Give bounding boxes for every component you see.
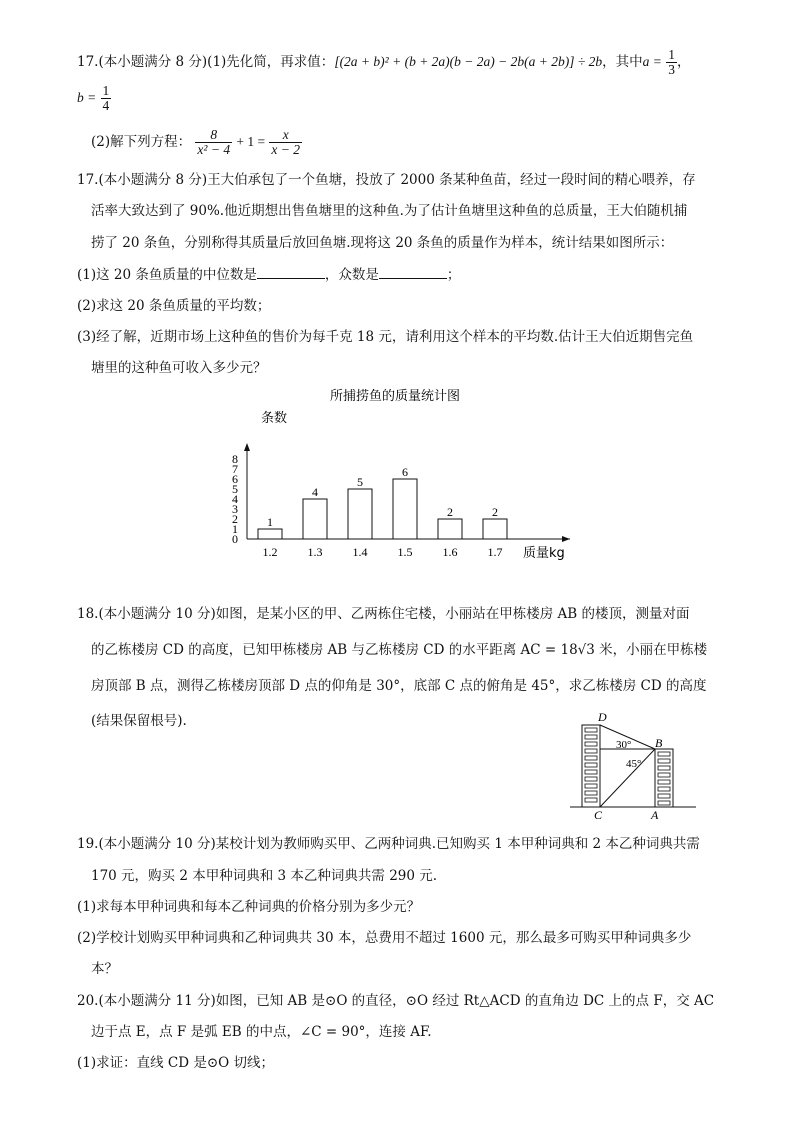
building-figure [566, 708, 700, 820]
q17b-p1b: ，众数是 [324, 267, 379, 283]
q17b-part3a: (3)经了解，近期市场上这种鱼的售价为每千克 18 元，请利用这个样本的平均数.估计王大伯近期售完鱼 [77, 329, 694, 345]
bar [303, 499, 327, 539]
q17a-a-label: a = [642, 54, 662, 69]
y-tick-label: 6 [232, 472, 238, 486]
y-tick-label: 2 [232, 512, 238, 526]
bar-value-label: 1 [267, 515, 273, 529]
q17a-a-fraction: $\frac{1}{3}$ [668, 47, 675, 77]
q17a-line2 [77, 84, 111, 113]
window [658, 801, 670, 805]
window [585, 763, 597, 767]
q20-part1: (1)求证：直线 CD 是⊙O 切线； [77, 1055, 275, 1071]
q17a-expression: [(2a + b)² + (b + 2a)(b − 2a) − 2b(a + 2b)] ÷ 2b [334, 54, 603, 69]
q19-line1: 19.(本小题满分 10 分)某校计划为教师购买甲、乙两种词典.已知购买 1 本甲种词典和 2 本乙种词典共需 [77, 836, 700, 852]
median-blank[interactable] [257, 266, 325, 279]
y-tick-label: 4 [232, 492, 238, 506]
window [585, 749, 597, 753]
point-b: B [655, 736, 663, 750]
q20-line1: 20.(本小题满分 11 分)如图，已知 AB 是⊙O 的直径，⊙O 经过 Rt△ACD 的直角边 DC 上的点 F，交 AC [77, 993, 715, 1009]
x-tick-label: 1.6 [442, 545, 458, 559]
q17a-eq-fraction2: $\frac{x}{x - 2}$ [271, 127, 301, 157]
point-d: D [598, 710, 607, 724]
q20-line2: 边于点 E，点 F 是弧 EB 的中点，∠C = 90°，连接 AF. [91, 1024, 432, 1040]
window [658, 794, 670, 798]
bar [438, 519, 462, 539]
window [585, 770, 597, 774]
q18-line1: 18.(本小题满分 10 分)如图，是某小区的甲、乙两栋住宅楼，小丽站在甲栋楼房 AB 的楼顶，测量对面 [77, 606, 690, 622]
q17a-b-fraction: $\frac{1}{4}$ [102, 83, 110, 113]
point-a: A [651, 808, 659, 820]
bar [483, 519, 507, 539]
chart-ylabel: 条数 [261, 411, 288, 426]
x-tick-label: 1.5 [397, 545, 413, 559]
bar [393, 479, 417, 539]
y-tick-label: 3 [232, 502, 238, 516]
bar-value-label: 2 [447, 505, 453, 519]
y-axis-arrow [244, 443, 250, 451]
y-tick-label: 8 [232, 452, 238, 466]
mode-blank[interactable] [379, 266, 447, 279]
bar-value-label: 4 [312, 485, 318, 499]
y-tick-label: 5 [232, 482, 238, 496]
angle-30: 30° [616, 739, 632, 751]
q17b-line2: 活率大致达到了 90%.他近期想出售鱼塘里的这种鱼.为了估计鱼塘里这种鱼的总质量，王大伯随机捕 [91, 203, 688, 219]
window [585, 791, 597, 795]
window [658, 780, 670, 784]
window [658, 773, 670, 777]
q18-line2: 的乙栋楼房 CD 的高度，已知甲栋楼房 AB 与乙栋楼房 CD 的水平距离 AC = 18√3 米，小丽在甲栋楼 [91, 642, 708, 658]
y-tick-label: 7 [232, 462, 238, 476]
bar-value-label: 6 [402, 465, 408, 479]
q17a-mid: ，其中 [602, 54, 643, 70]
building-ab-windows [658, 752, 670, 805]
q17a-line3 [91, 128, 302, 157]
q17a-prefix: 17.(本小题满分 8 分)(1)先化简，再求值： [77, 54, 335, 70]
q19-part2a: (2)学校计划购买甲种词典和乙种词典共 30 本，总费用不超过 1600 元，那么最多可购买甲种词典多少 [77, 930, 692, 946]
x-tick-label: 1.7 [487, 545, 503, 559]
q19-part1: (1)求每本甲种词典和每本乙种词典的价格分别为多少元？ [77, 899, 421, 915]
window [658, 752, 670, 756]
bar-value-label: 5 [357, 475, 363, 489]
q17a-line1 [77, 48, 690, 77]
q17b-p1a: (1)这 20 条鱼质量的中位数是 [77, 267, 257, 283]
x-axis-arrow [562, 536, 570, 542]
window [585, 728, 597, 732]
y-tick-label: 0 [232, 532, 238, 546]
q17a-part2-prefix: (2)解下列方程： [91, 134, 192, 150]
q17a-b-label: b = [77, 90, 97, 105]
window [658, 766, 670, 770]
q17a-eq-fraction1: $\frac{8}{\text{x² − 4}}$ [197, 127, 231, 157]
q17b-part2: (2)求这 20 条鱼质量的平均数； [77, 298, 271, 314]
point-c: C [594, 808, 603, 820]
x-tick-label: 1.2 [262, 545, 278, 559]
q17a-comma: ， [676, 54, 691, 70]
q18-line4: (结果保留根号). [91, 713, 187, 729]
bar-value-label: 2 [492, 505, 498, 519]
fish-weight-chart [225, 385, 585, 565]
x-tick-label: 1.3 [307, 545, 323, 559]
q19-part2b: 本？ [91, 961, 118, 977]
q17b-part1 [77, 266, 460, 284]
y-tick-label: 1 [232, 522, 238, 536]
q17b-part3b: 塘里的这种鱼可收入多少元？ [91, 360, 267, 376]
q17b-line1: 17.(本小题满分 8 分)王大伯承包了一个鱼塘，投放了 2000 条某种鱼苗，经过一段时间的精心喂养，存 [77, 172, 696, 188]
q19-line2: 170 元，购买 2 本甲种词典和 3 本乙种词典共需 290 元. [91, 868, 438, 884]
q18-line3: 房顶部 B 点，测得乙栋楼房顶部 D 点的仰角是 30°，底部 C 点的俯角是 45°，求乙栋楼房 CD 的高度 [91, 678, 707, 694]
q17a-eq-plus: + 1 = [236, 134, 266, 149]
q17b-line3: 捞了 20 条鱼，分别称得其质量后放回鱼塘.现将这 20 条鱼的质量作为样本，统计结果如图所示： [91, 235, 674, 251]
window [585, 784, 597, 788]
angle-45: 45° [626, 758, 642, 770]
window [585, 742, 597, 746]
chart-xticks [263, 545, 503, 559]
chart-yticks [232, 452, 238, 546]
bar [348, 489, 372, 539]
window [658, 759, 670, 763]
window [585, 777, 597, 781]
x-tick-label: 1.4 [352, 545, 368, 559]
q17b-p1c: ； [446, 267, 461, 283]
bar [258, 529, 282, 539]
window [585, 735, 597, 739]
building-cd-windows [585, 728, 597, 802]
chart-xlabel: 质量kg [523, 546, 565, 561]
window [585, 798, 597, 802]
chart-bars [258, 465, 507, 539]
window [585, 756, 597, 760]
chart-title: 所捕捞鱼的质量统计图 [329, 389, 461, 404]
window [658, 787, 670, 791]
